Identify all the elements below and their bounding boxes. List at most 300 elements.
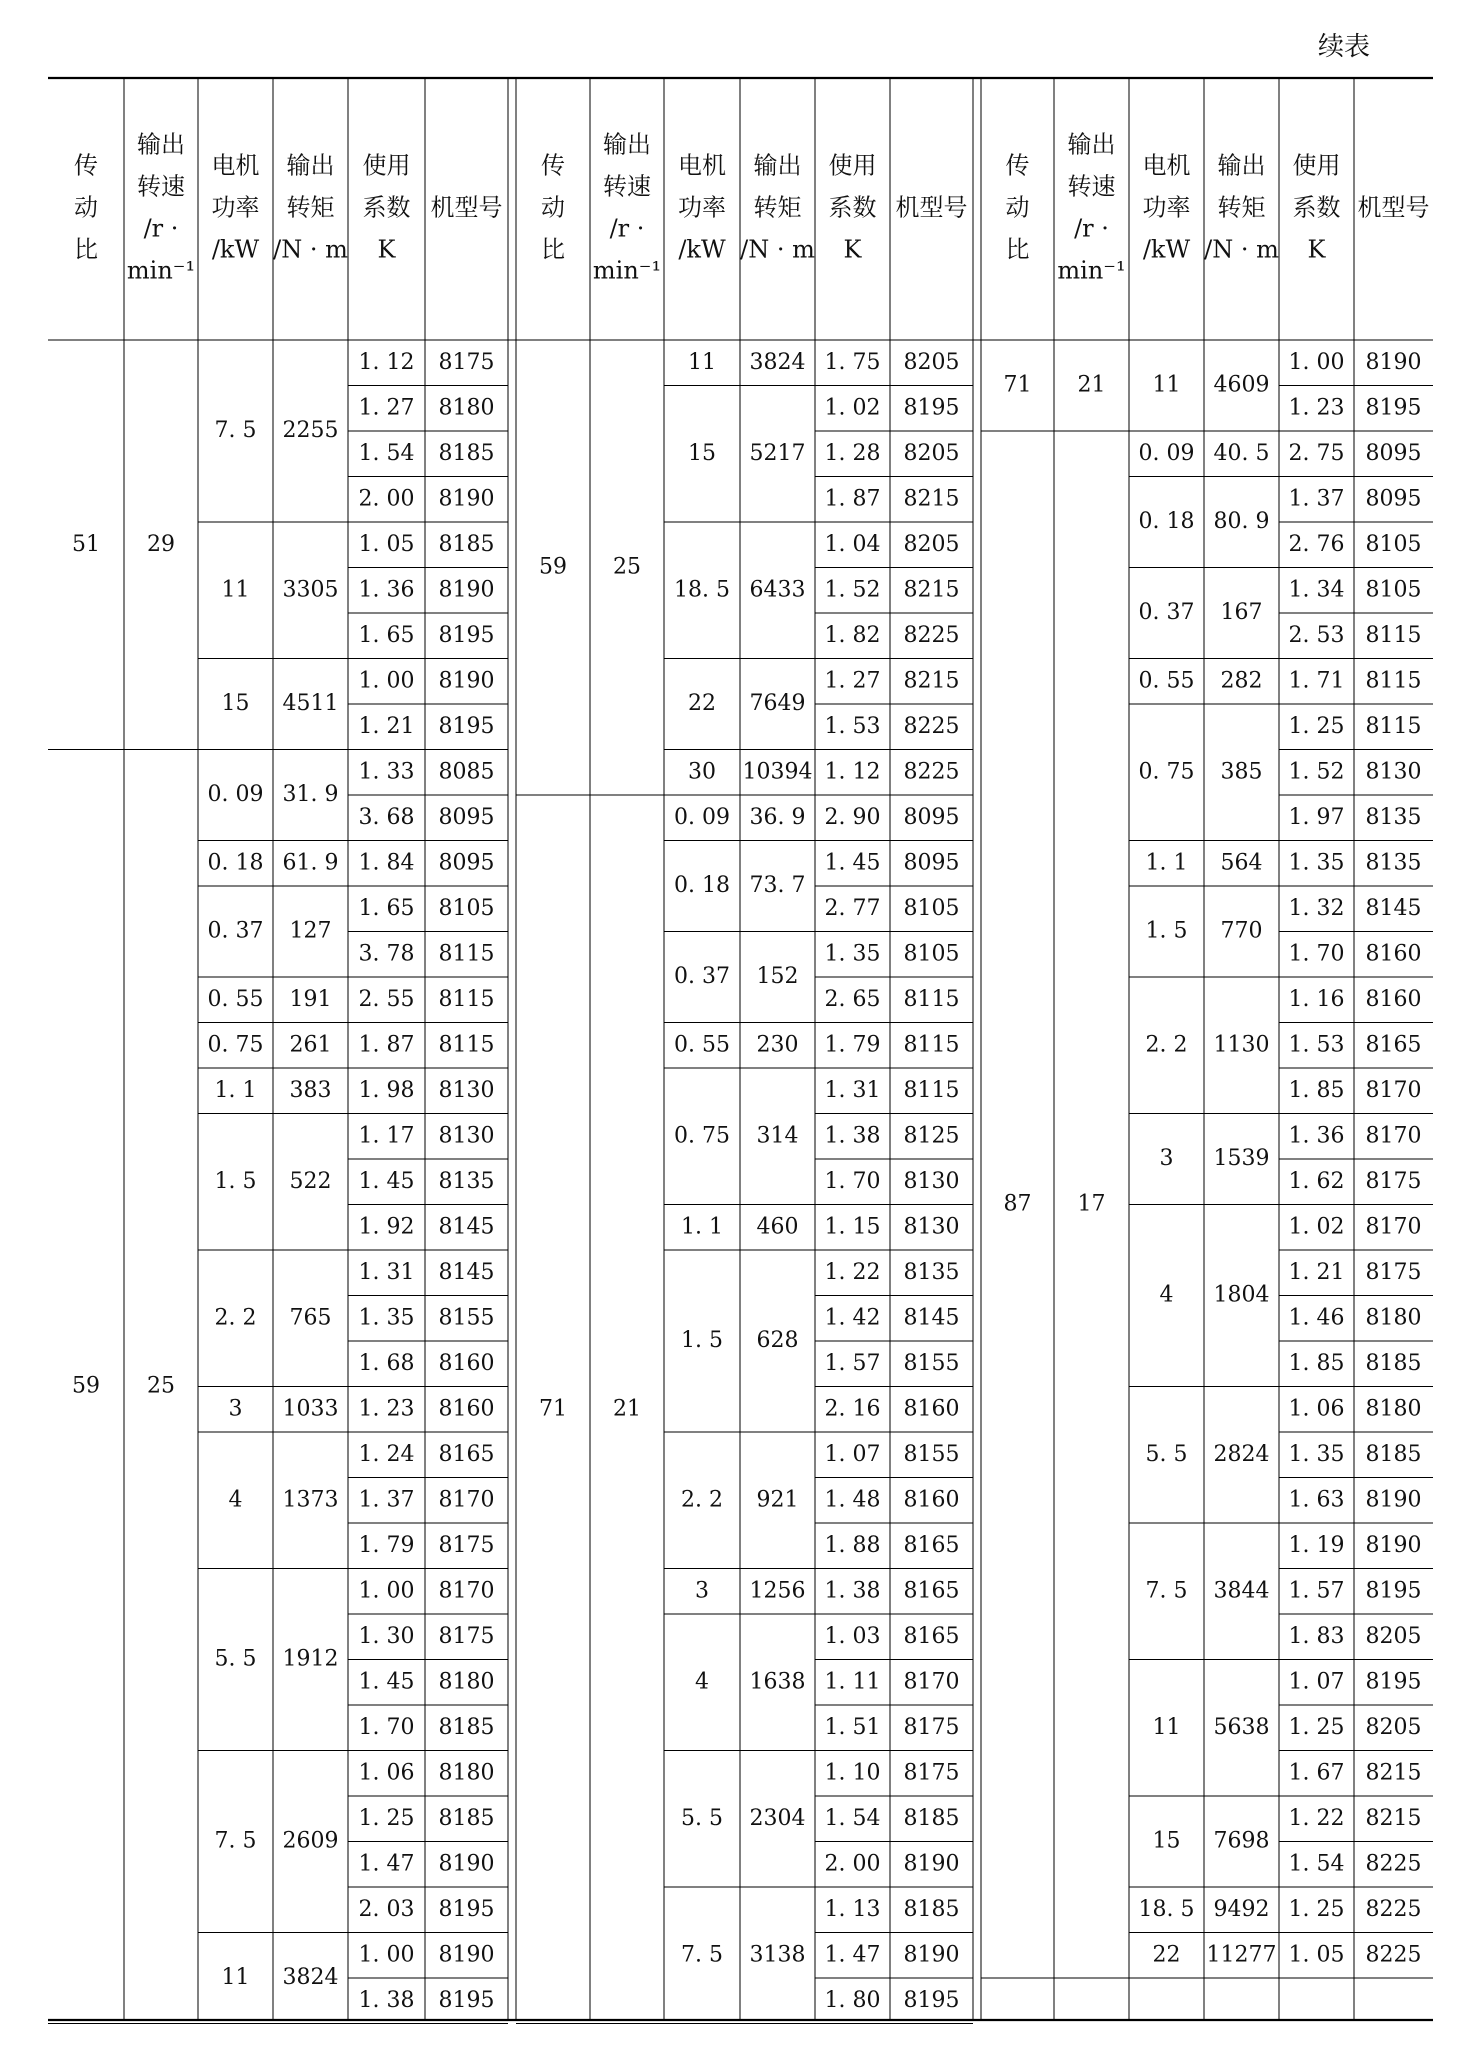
- output-torque-cell: 628: [756, 1328, 799, 1353]
- model-cell: 8145: [438, 1214, 495, 1240]
- motor-power-cell: 18. 5: [674, 577, 730, 603]
- model-cell: 8115: [438, 941, 495, 967]
- usage-factor-cell: 1. 52: [1288, 759, 1345, 785]
- model-cell: 8105: [438, 895, 495, 921]
- header-torque: 转矩: [286, 193, 335, 222]
- output-torque-cell: 522: [289, 1168, 332, 1194]
- usage-factor-cell: 1. 36: [1288, 1123, 1345, 1149]
- header-speed: 输出: [603, 130, 651, 159]
- usage-factor-cell: 1. 98: [358, 1077, 415, 1103]
- motor-power-cell: 2. 2: [214, 1305, 257, 1331]
- model-cell: 8115: [1365, 713, 1422, 739]
- output-torque-cell: 31. 9: [282, 782, 339, 807]
- usage-factor-cell: 1. 31: [358, 1259, 415, 1285]
- model-cell: 8215: [903, 486, 960, 512]
- output-torque-cell: 5638: [1213, 1714, 1270, 1740]
- output-torque-cell: 11277: [1206, 1942, 1277, 1968]
- model-cell: 8135: [903, 1259, 960, 1285]
- ratio-cell: 59: [72, 1373, 100, 1399]
- header-torque: /N · m: [740, 235, 815, 264]
- header-speed: 输出: [1067, 130, 1116, 159]
- output-torque-cell: 2304: [749, 1805, 806, 1831]
- model-cell: 8165: [438, 1441, 495, 1467]
- output-torque-cell: 770: [1220, 918, 1263, 944]
- model-cell: 8145: [438, 1259, 495, 1285]
- model-cell: 8160: [903, 1487, 960, 1513]
- motor-power-cell: 15: [688, 440, 716, 466]
- header-factor: 系数: [828, 193, 877, 222]
- model-cell: 8115: [438, 1032, 495, 1058]
- usage-factor-cell: 1. 07: [1288, 1669, 1345, 1695]
- model-cell: 8160: [903, 1396, 960, 1422]
- output-speed-cell: 21: [613, 1396, 641, 1422]
- model-cell: 8155: [903, 1350, 960, 1376]
- model-cell: 8205: [903, 349, 960, 375]
- model-cell: 8195: [1365, 395, 1422, 421]
- usage-factor-cell: 1. 92: [358, 1214, 415, 1240]
- motor-power-cell: 22: [1152, 1942, 1181, 1968]
- output-torque-cell: 10394: [742, 759, 813, 785]
- output-torque-cell: 1256: [749, 1578, 806, 1604]
- header-speed: min⁻¹: [592, 256, 662, 285]
- usage-factor-cell: 1. 79: [824, 1032, 881, 1058]
- model-cell: 8175: [438, 349, 495, 375]
- model-cell: 8170: [903, 1669, 960, 1695]
- header-torque: /N · m: [273, 235, 348, 264]
- ratio-cell: 71: [539, 1396, 567, 1422]
- model-cell: 8195: [1365, 1578, 1422, 1604]
- model-cell: 8095: [1365, 440, 1422, 466]
- model-cell: 8165: [903, 1532, 960, 1558]
- usage-factor-cell: 1. 02: [824, 395, 881, 421]
- header-model: 机型号: [430, 193, 503, 222]
- model-cell: 8155: [438, 1305, 495, 1331]
- header-speed: 转速: [137, 172, 185, 201]
- output-torque-cell: 9492: [1213, 1896, 1270, 1922]
- model-cell: 8130: [438, 1123, 495, 1149]
- usage-factor-cell: 1. 02: [1288, 1214, 1345, 1240]
- usage-factor-cell: 2. 77: [824, 895, 881, 921]
- usage-factor-cell: 1. 06: [1288, 1396, 1345, 1422]
- output-torque-cell: 3824: [749, 349, 806, 375]
- output-torque-cell: 1130: [1213, 1032, 1270, 1058]
- usage-factor-cell: 1. 54: [1288, 1851, 1345, 1877]
- usage-factor-cell: 1. 71: [1288, 668, 1345, 694]
- motor-power-cell: 1. 5: [1145, 918, 1188, 944]
- usage-factor-cell: 1. 87: [358, 1032, 415, 1058]
- motor-power-cell: 0. 37: [674, 964, 730, 989]
- usage-factor-cell: 1. 11: [824, 1669, 881, 1695]
- ratio-cell: 59: [539, 554, 567, 580]
- model-cell: 8135: [438, 1168, 495, 1194]
- motor-power-cell: 30: [688, 759, 716, 785]
- motor-power-cell: 0. 18: [207, 850, 264, 876]
- usage-factor-cell: 1. 35: [1288, 850, 1345, 876]
- header-model: 机型号: [1357, 193, 1430, 222]
- model-cell: 8190: [1365, 349, 1422, 375]
- model-cell: 8225: [1365, 1851, 1422, 1877]
- usage-factor-cell: 1. 85: [1288, 1350, 1345, 1376]
- usage-factor-cell: 1. 35: [824, 941, 881, 967]
- usage-factor-cell: 2. 90: [824, 804, 881, 830]
- model-cell: 8095: [1365, 486, 1422, 512]
- model-cell: 8185: [903, 1805, 960, 1831]
- output-torque-cell: 73. 7: [749, 873, 806, 898]
- usage-factor-cell: 1. 21: [1288, 1259, 1345, 1285]
- motor-power-cell: 1. 1: [1145, 850, 1188, 876]
- usage-factor-cell: 1. 45: [358, 1168, 415, 1194]
- model-cell: 8105: [903, 941, 960, 967]
- model-cell: 8105: [1365, 577, 1422, 603]
- header-ratio: 传: [541, 151, 565, 180]
- model-cell: 8215: [1365, 1760, 1422, 1786]
- model-cell: 8180: [438, 1760, 495, 1786]
- model-cell: 8135: [1365, 804, 1422, 830]
- usage-factor-cell: 1. 65: [358, 895, 415, 921]
- header-factor: 使用: [828, 151, 877, 180]
- motor-power-cell: 15: [221, 691, 250, 716]
- header-power: 电机: [678, 151, 726, 180]
- model-cell: 8225: [1365, 1942, 1422, 1968]
- model-cell: 8190: [1365, 1532, 1422, 1558]
- motor-power-cell: 4: [695, 1669, 709, 1695]
- header-power: 电机: [1142, 151, 1191, 180]
- motor-power-cell: 0. 75: [1138, 759, 1195, 785]
- model-cell: 8115: [903, 1032, 960, 1058]
- ratio-cell: 87: [1003, 1191, 1032, 1217]
- usage-factor-cell: 1. 38: [824, 1123, 881, 1149]
- usage-factor-cell: 1. 00: [358, 1942, 415, 1968]
- model-cell: 8225: [903, 622, 960, 648]
- usage-factor-cell: 1. 52: [824, 577, 881, 603]
- output-torque-cell: 4609: [1213, 372, 1270, 398]
- output-torque-cell: 230: [756, 1032, 799, 1058]
- usage-factor-cell: 1. 16: [1288, 986, 1345, 1012]
- model-cell: 8160: [1365, 941, 1422, 967]
- usage-factor-cell: 1. 62: [1288, 1168, 1345, 1194]
- output-torque-cell: 1912: [282, 1646, 339, 1672]
- model-cell: 8185: [903, 1896, 960, 1922]
- usage-factor-cell: 1. 53: [824, 713, 881, 739]
- usage-factor-cell: 1. 05: [1288, 1942, 1345, 1968]
- model-cell: 8225: [1365, 1896, 1422, 1922]
- output-torque-cell: 314: [756, 1123, 799, 1149]
- header-ratio: 传: [1005, 151, 1030, 180]
- output-torque-cell: 3844: [1213, 1578, 1270, 1604]
- usage-factor-cell: 1. 06: [358, 1760, 415, 1786]
- usage-factor-cell: 1. 32: [1288, 895, 1345, 921]
- model-cell: 8165: [1365, 1032, 1422, 1058]
- motor-power-cell: 4: [228, 1487, 243, 1513]
- model-cell: 8175: [1365, 1259, 1422, 1285]
- output-torque-cell: 261: [289, 1032, 332, 1058]
- motor-power-cell: 2. 2: [681, 1487, 723, 1513]
- header-factor: 系数: [1292, 193, 1341, 222]
- output-speed-cell: 29: [147, 531, 175, 557]
- model-cell: 8205: [1365, 1714, 1422, 1740]
- usage-factor-cell: 1. 04: [824, 531, 881, 557]
- usage-factor-cell: 1. 25: [1288, 1714, 1345, 1740]
- header-model: 机型号: [895, 193, 968, 222]
- usage-factor-cell: 2. 55: [358, 986, 415, 1012]
- usage-factor-cell: 1. 46: [1288, 1305, 1345, 1331]
- ratio-cell: 71: [1003, 372, 1032, 398]
- output-torque-cell: 282: [1220, 668, 1263, 694]
- usage-factor-cell: 1. 21: [358, 713, 415, 739]
- model-cell: 8130: [903, 1168, 960, 1194]
- usage-factor-cell: 1. 67: [1288, 1760, 1345, 1786]
- usage-factor-cell: 2. 76: [1288, 531, 1345, 557]
- motor-power-cell: 18. 5: [1138, 1896, 1195, 1922]
- header-ratio: 传: [74, 151, 98, 180]
- output-torque-cell: 1804: [1213, 1282, 1270, 1308]
- header-factor: 使用: [1292, 151, 1341, 180]
- motor-power-cell: 0. 09: [674, 804, 730, 830]
- model-cell: 8190: [438, 577, 495, 603]
- model-cell: 8130: [903, 1214, 960, 1240]
- motor-power-cell: 0. 75: [207, 1032, 264, 1058]
- usage-factor-cell: 1. 54: [358, 440, 415, 466]
- motor-power-cell: 3: [1159, 1146, 1174, 1171]
- model-cell: 8170: [1365, 1077, 1422, 1103]
- output-torque-cell: 3138: [749, 1942, 806, 1968]
- usage-factor-cell: 2. 00: [358, 486, 415, 512]
- header-ratio: 比: [1005, 235, 1030, 264]
- model-cell: 8125: [903, 1123, 960, 1149]
- usage-factor-cell: 2. 03: [358, 1896, 415, 1922]
- output-torque-cell: 4511: [282, 691, 339, 716]
- output-torque-cell: 385: [1220, 759, 1263, 785]
- output-speed-cell: 25: [613, 554, 641, 580]
- usage-factor-cell: 1. 97: [1288, 804, 1345, 830]
- header-torque: 输出: [1217, 151, 1266, 180]
- header-speed: /r ·: [1074, 214, 1109, 243]
- model-cell: 8215: [1365, 1805, 1422, 1831]
- ratio-cell: 51: [72, 531, 100, 557]
- usage-factor-cell: 1. 07: [824, 1441, 881, 1467]
- model-cell: 8130: [438, 1077, 495, 1103]
- usage-factor-cell: 1. 00: [1288, 349, 1345, 375]
- output-torque-cell: 40. 5: [1213, 440, 1270, 466]
- output-torque-cell: 3305: [282, 577, 339, 603]
- usage-factor-cell: 1. 34: [1288, 577, 1345, 603]
- model-cell: 8180: [1365, 1396, 1422, 1422]
- model-cell: 8145: [903, 1305, 960, 1331]
- model-cell: 8190: [903, 1942, 960, 1968]
- usage-factor-cell: 2. 75: [1288, 440, 1345, 466]
- usage-factor-cell: 1. 45: [358, 1669, 415, 1695]
- header-torque: 转矩: [1217, 193, 1266, 222]
- header-speed: min⁻¹: [1057, 256, 1126, 285]
- header-factor: K: [1307, 235, 1326, 264]
- usage-factor-cell: 1. 88: [824, 1532, 881, 1558]
- output-speed-cell: 21: [1077, 372, 1106, 398]
- model-cell: 8180: [438, 395, 495, 421]
- model-cell: 8130: [1365, 759, 1422, 785]
- usage-factor-cell: 1. 87: [824, 486, 881, 512]
- model-cell: 8175: [438, 1623, 495, 1649]
- model-cell: 8160: [1365, 986, 1422, 1012]
- output-torque-cell: 6433: [749, 577, 806, 603]
- model-cell: 8115: [903, 986, 960, 1012]
- output-torque-cell: 7649: [749, 691, 806, 716]
- motor-power-cell: 22: [688, 691, 716, 716]
- motor-power-cell: 7. 5: [681, 1942, 723, 1968]
- header-factor: K: [843, 235, 862, 264]
- model-cell: 8160: [438, 1396, 495, 1422]
- motor-power-cell: 11: [221, 577, 250, 603]
- model-cell: 8195: [438, 1987, 495, 2013]
- usage-factor-cell: 1. 82: [824, 622, 881, 648]
- motor-power-cell: 0. 37: [1138, 600, 1195, 625]
- output-torque-cell: 36. 9: [749, 804, 806, 830]
- model-cell: 8175: [1365, 1168, 1422, 1194]
- model-cell: 8225: [903, 759, 960, 785]
- usage-factor-cell: 1. 75: [824, 349, 881, 375]
- usage-factor-cell: 1. 28: [824, 440, 881, 466]
- usage-factor-cell: 1. 70: [824, 1168, 881, 1194]
- usage-factor-cell: 1. 37: [1288, 486, 1345, 512]
- model-cell: 8195: [1365, 1669, 1422, 1695]
- model-cell: 8105: [1365, 531, 1422, 557]
- model-cell: 8085: [438, 759, 495, 785]
- output-torque-cell: 3824: [282, 1965, 339, 1990]
- model-cell: 8095: [438, 804, 495, 830]
- model-cell: 8165: [903, 1578, 960, 1604]
- model-cell: 8190: [1365, 1487, 1422, 1513]
- model-cell: 8145: [1365, 895, 1422, 921]
- usage-factor-cell: 1. 22: [1288, 1805, 1345, 1831]
- usage-factor-cell: 1. 00: [358, 1578, 415, 1604]
- model-cell: 8185: [1365, 1350, 1422, 1376]
- usage-factor-cell: 1. 23: [358, 1396, 415, 1422]
- usage-factor-cell: 1. 42: [824, 1305, 881, 1331]
- model-cell: 8195: [903, 1987, 960, 2013]
- motor-power-cell: 0. 09: [1138, 440, 1195, 466]
- model-cell: 8185: [438, 440, 495, 466]
- model-cell: 8115: [1365, 668, 1422, 694]
- model-cell: 8185: [1365, 1441, 1422, 1467]
- model-cell: 8195: [438, 1896, 495, 1922]
- header-power: 功率: [1142, 193, 1191, 222]
- output-torque-cell: 1539: [1213, 1146, 1270, 1171]
- model-cell: 8185: [438, 1805, 495, 1831]
- header-speed: 转速: [1067, 172, 1116, 201]
- usage-factor-cell: 1. 15: [824, 1214, 881, 1240]
- usage-factor-cell: 1. 35: [358, 1305, 415, 1331]
- output-torque-cell: 191: [289, 986, 332, 1012]
- header-power: /kW: [1142, 235, 1191, 264]
- motor-power-cell: 0. 75: [674, 1123, 730, 1149]
- model-cell: 8095: [438, 850, 495, 876]
- header-power: /kW: [211, 235, 260, 264]
- usage-factor-cell: 1. 22: [824, 1259, 881, 1285]
- output-torque-cell: 1373: [282, 1487, 339, 1513]
- model-cell: 8175: [903, 1760, 960, 1786]
- usage-factor-cell: 1. 33: [358, 759, 415, 785]
- model-cell: 8205: [1365, 1623, 1422, 1649]
- motor-power-cell: 1. 5: [681, 1328, 723, 1353]
- model-cell: 8115: [1365, 622, 1422, 648]
- usage-factor-cell: 1. 25: [1288, 1896, 1345, 1922]
- usage-factor-cell: 1. 38: [824, 1578, 881, 1604]
- motor-power-cell: 0. 55: [1138, 668, 1195, 694]
- motor-power-cell: 0. 09: [207, 782, 264, 807]
- usage-factor-cell: 2. 65: [824, 986, 881, 1012]
- output-torque-cell: 921: [756, 1487, 799, 1513]
- output-torque-cell: 5217: [749, 440, 806, 466]
- usage-factor-cell: 1. 00: [358, 668, 415, 694]
- motor-power-cell: 1. 1: [214, 1077, 257, 1103]
- usage-factor-cell: 1. 27: [358, 395, 415, 421]
- usage-factor-cell: 1. 47: [824, 1942, 881, 1968]
- usage-factor-cell: 1. 48: [824, 1487, 881, 1513]
- usage-factor-cell: 1. 85: [1288, 1077, 1345, 1103]
- usage-factor-cell: 1. 80: [824, 1987, 881, 2013]
- header-speed: min⁻¹: [126, 256, 196, 285]
- motor-power-cell: 3: [695, 1578, 709, 1604]
- model-cell: 8155: [903, 1441, 960, 1467]
- header-factor: 使用: [362, 151, 411, 180]
- usage-factor-cell: 1. 65: [358, 622, 415, 648]
- motor-power-cell: 0. 37: [207, 918, 264, 944]
- header-ratio: 比: [541, 235, 565, 264]
- motor-power-cell: 11: [221, 1965, 250, 1990]
- output-torque-cell: 2255: [282, 418, 339, 443]
- model-cell: 8185: [438, 1714, 495, 1740]
- usage-factor-cell: 3. 78: [358, 941, 415, 967]
- motor-power-cell: 0. 55: [674, 1032, 730, 1058]
- header-speed: /r ·: [143, 214, 179, 243]
- usage-factor-cell: 1. 38: [358, 1987, 415, 2013]
- usage-factor-cell: 1. 51: [824, 1714, 881, 1740]
- output-torque-cell: 167: [1220, 600, 1263, 625]
- header-factor: K: [377, 235, 396, 264]
- usage-factor-cell: 1. 17: [358, 1123, 415, 1149]
- model-cell: 8175: [438, 1532, 495, 1558]
- model-cell: 8170: [1365, 1214, 1422, 1240]
- output-speed-cell: 17: [1077, 1191, 1106, 1217]
- output-torque-cell: 61. 9: [282, 850, 339, 876]
- usage-factor-cell: 1. 25: [358, 1805, 415, 1831]
- model-cell: 8115: [903, 1077, 960, 1103]
- usage-factor-cell: 1. 03: [824, 1623, 881, 1649]
- output-speed-cell: 25: [147, 1373, 175, 1399]
- header-power: 功率: [678, 193, 726, 222]
- usage-factor-cell: 2. 00: [824, 1851, 881, 1877]
- model-cell: 8190: [903, 1851, 960, 1877]
- usage-factor-cell: 1. 19: [1288, 1532, 1345, 1558]
- usage-factor-cell: 1. 57: [1288, 1578, 1345, 1604]
- header-ratio: 动: [74, 193, 98, 222]
- output-torque-cell: 152: [756, 964, 799, 989]
- model-cell: 8195: [903, 395, 960, 421]
- model-cell: 8205: [903, 440, 960, 466]
- model-cell: 8215: [903, 577, 960, 603]
- motor-power-cell: 11: [1152, 372, 1181, 398]
- model-cell: 8225: [903, 713, 960, 739]
- header-power: 功率: [211, 193, 260, 222]
- model-cell: 8105: [903, 895, 960, 921]
- usage-factor-cell: 1. 63: [1288, 1487, 1345, 1513]
- usage-factor-cell: 1. 05: [358, 531, 415, 557]
- model-cell: 8175: [903, 1714, 960, 1740]
- model-cell: 8190: [438, 668, 495, 694]
- usage-factor-cell: 1. 10: [824, 1760, 881, 1786]
- output-torque-cell: 2609: [282, 1828, 339, 1854]
- usage-factor-cell: 1. 36: [358, 577, 415, 603]
- motor-power-cell: 0. 18: [1138, 509, 1195, 534]
